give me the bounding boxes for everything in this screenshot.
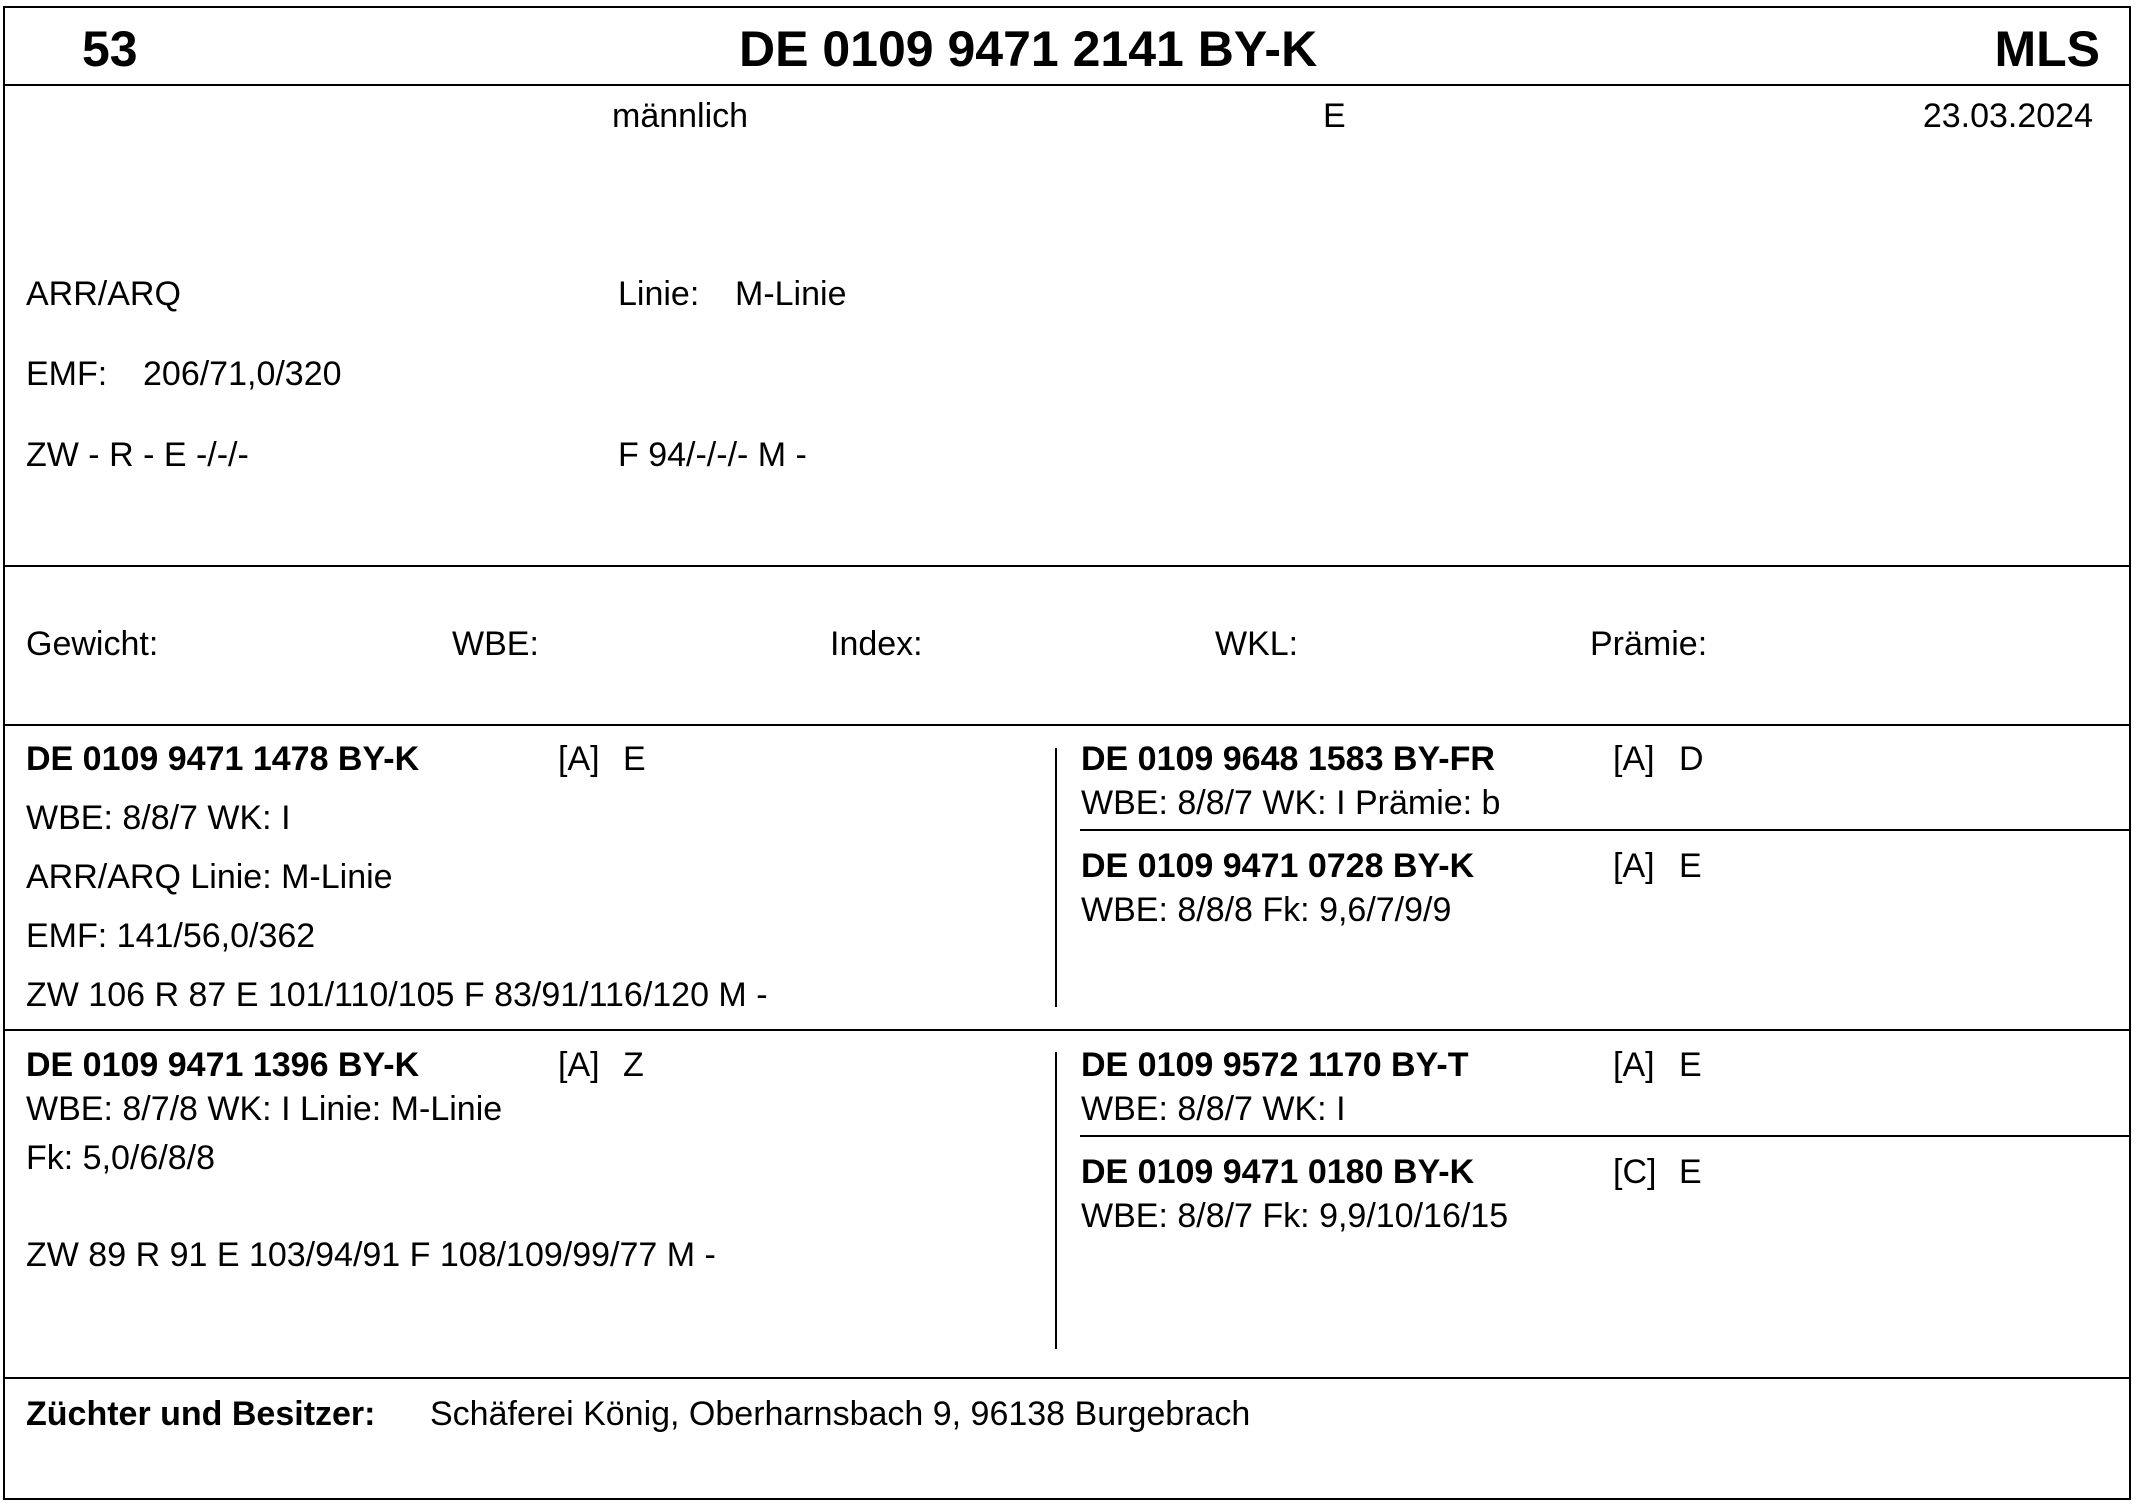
divider-sire-grandparents (1080, 829, 2131, 831)
sire-dam-grade: E (1679, 847, 1702, 885)
breed-code: MLS (1994, 21, 2100, 77)
zw-values: ZW - R - E -/-/- (26, 436, 249, 474)
label-gewicht: Gewicht: (26, 625, 159, 663)
sire-class: [A] (558, 740, 600, 778)
grade: E (1323, 97, 1346, 135)
divider-dam-grandparents (1080, 1135, 2131, 1137)
sire-line: ARR/ARQ Linie: M-Linie (26, 858, 393, 896)
emf-label: EMF: (26, 355, 108, 393)
breeder-label: Züchter und Besitzer: (26, 1395, 376, 1433)
date: 23.03.2024 (1922, 97, 2093, 135)
sire-grade: E (623, 740, 646, 778)
sire-sire-grade: D (1679, 740, 1704, 778)
divider-info (3, 565, 2131, 567)
separator-sire (1055, 748, 1057, 1007)
animal-id: DE 0109 9471 2141 BY-K (739, 21, 1318, 77)
label-index: Index: (830, 625, 923, 663)
dam-sire-grade: E (1679, 1046, 1702, 1084)
separator-dam (1055, 1052, 1057, 1349)
sire-sire-class: [A] (1613, 740, 1655, 778)
dam-id: DE 0109 9471 1396 BY-K (26, 1046, 420, 1084)
linie-label: Linie: (618, 275, 700, 313)
genotype: ARR/ARQ (26, 275, 181, 313)
dam-line: WBE: 8/7/8 WK: I Linie: M-Linie (26, 1090, 503, 1128)
sire-id: DE 0109 9471 1478 BY-K (26, 740, 420, 778)
sire-dam-id: DE 0109 9471 0728 BY-K (1081, 847, 1475, 885)
dam-line: ZW 89 R 91 E 103/94/91 F 108/109/99/77 M - (26, 1236, 716, 1274)
divider-performance (3, 724, 2131, 726)
dam-class: [A] (558, 1046, 600, 1084)
divider-breeder (3, 1377, 2131, 1379)
sire-sire-id: DE 0109 9648 1583 BY-FR (1081, 740, 1495, 778)
dam-sire-id: DE 0109 9572 1170 BY-T (1081, 1046, 1469, 1084)
dam-dam-class: [C] (1613, 1153, 1657, 1191)
breeder-value: Schäferei König, Oberharnsbach 9, 96138 Burgebrach (430, 1395, 1251, 1433)
dam-line: Fk: 5,0/6/8/8 (26, 1139, 215, 1177)
sire-sire-line: WBE: 8/8/7 WK: I Prämie: b (1081, 784, 1501, 822)
sex: männlich (612, 97, 749, 135)
dam-dam-line: WBE: 8/8/7 Fk: 9,9/10/16/15 (1081, 1197, 1509, 1235)
dam-dam-id: DE 0109 9471 0180 BY-K (1081, 1153, 1475, 1191)
sire-line: ZW 106 R 87 E 101/110/105 F 83/91/116/120 M - (26, 976, 768, 1014)
sire-dam-class: [A] (1613, 847, 1655, 885)
sire-line: WBE: 8/8/7 WK: I (26, 799, 291, 837)
sire-dam-line: WBE: 8/8/8 Fk: 9,6/7/9/9 (1081, 891, 1452, 929)
sire-line: EMF: 141/56,0/362 (26, 917, 316, 955)
label-praemie: Prämie: (1590, 625, 1708, 663)
divider-header (3, 84, 2131, 86)
label-wbe: WBE: (452, 625, 539, 663)
linie-value: M-Linie (735, 275, 847, 313)
divider-sire-dam (3, 1029, 2131, 1031)
f-values: F 94/-/-/- M - (618, 436, 807, 474)
lot-number: 53 (82, 21, 138, 77)
emf-value: 206/71,0/320 (143, 355, 342, 393)
label-wkl: WKL: (1215, 625, 1299, 663)
dam-dam-grade: E (1679, 1153, 1702, 1191)
dam-sire-line: WBE: 8/8/7 WK: I (1081, 1090, 1346, 1128)
dam-sire-class: [A] (1613, 1046, 1655, 1084)
dam-grade: Z (623, 1046, 644, 1084)
